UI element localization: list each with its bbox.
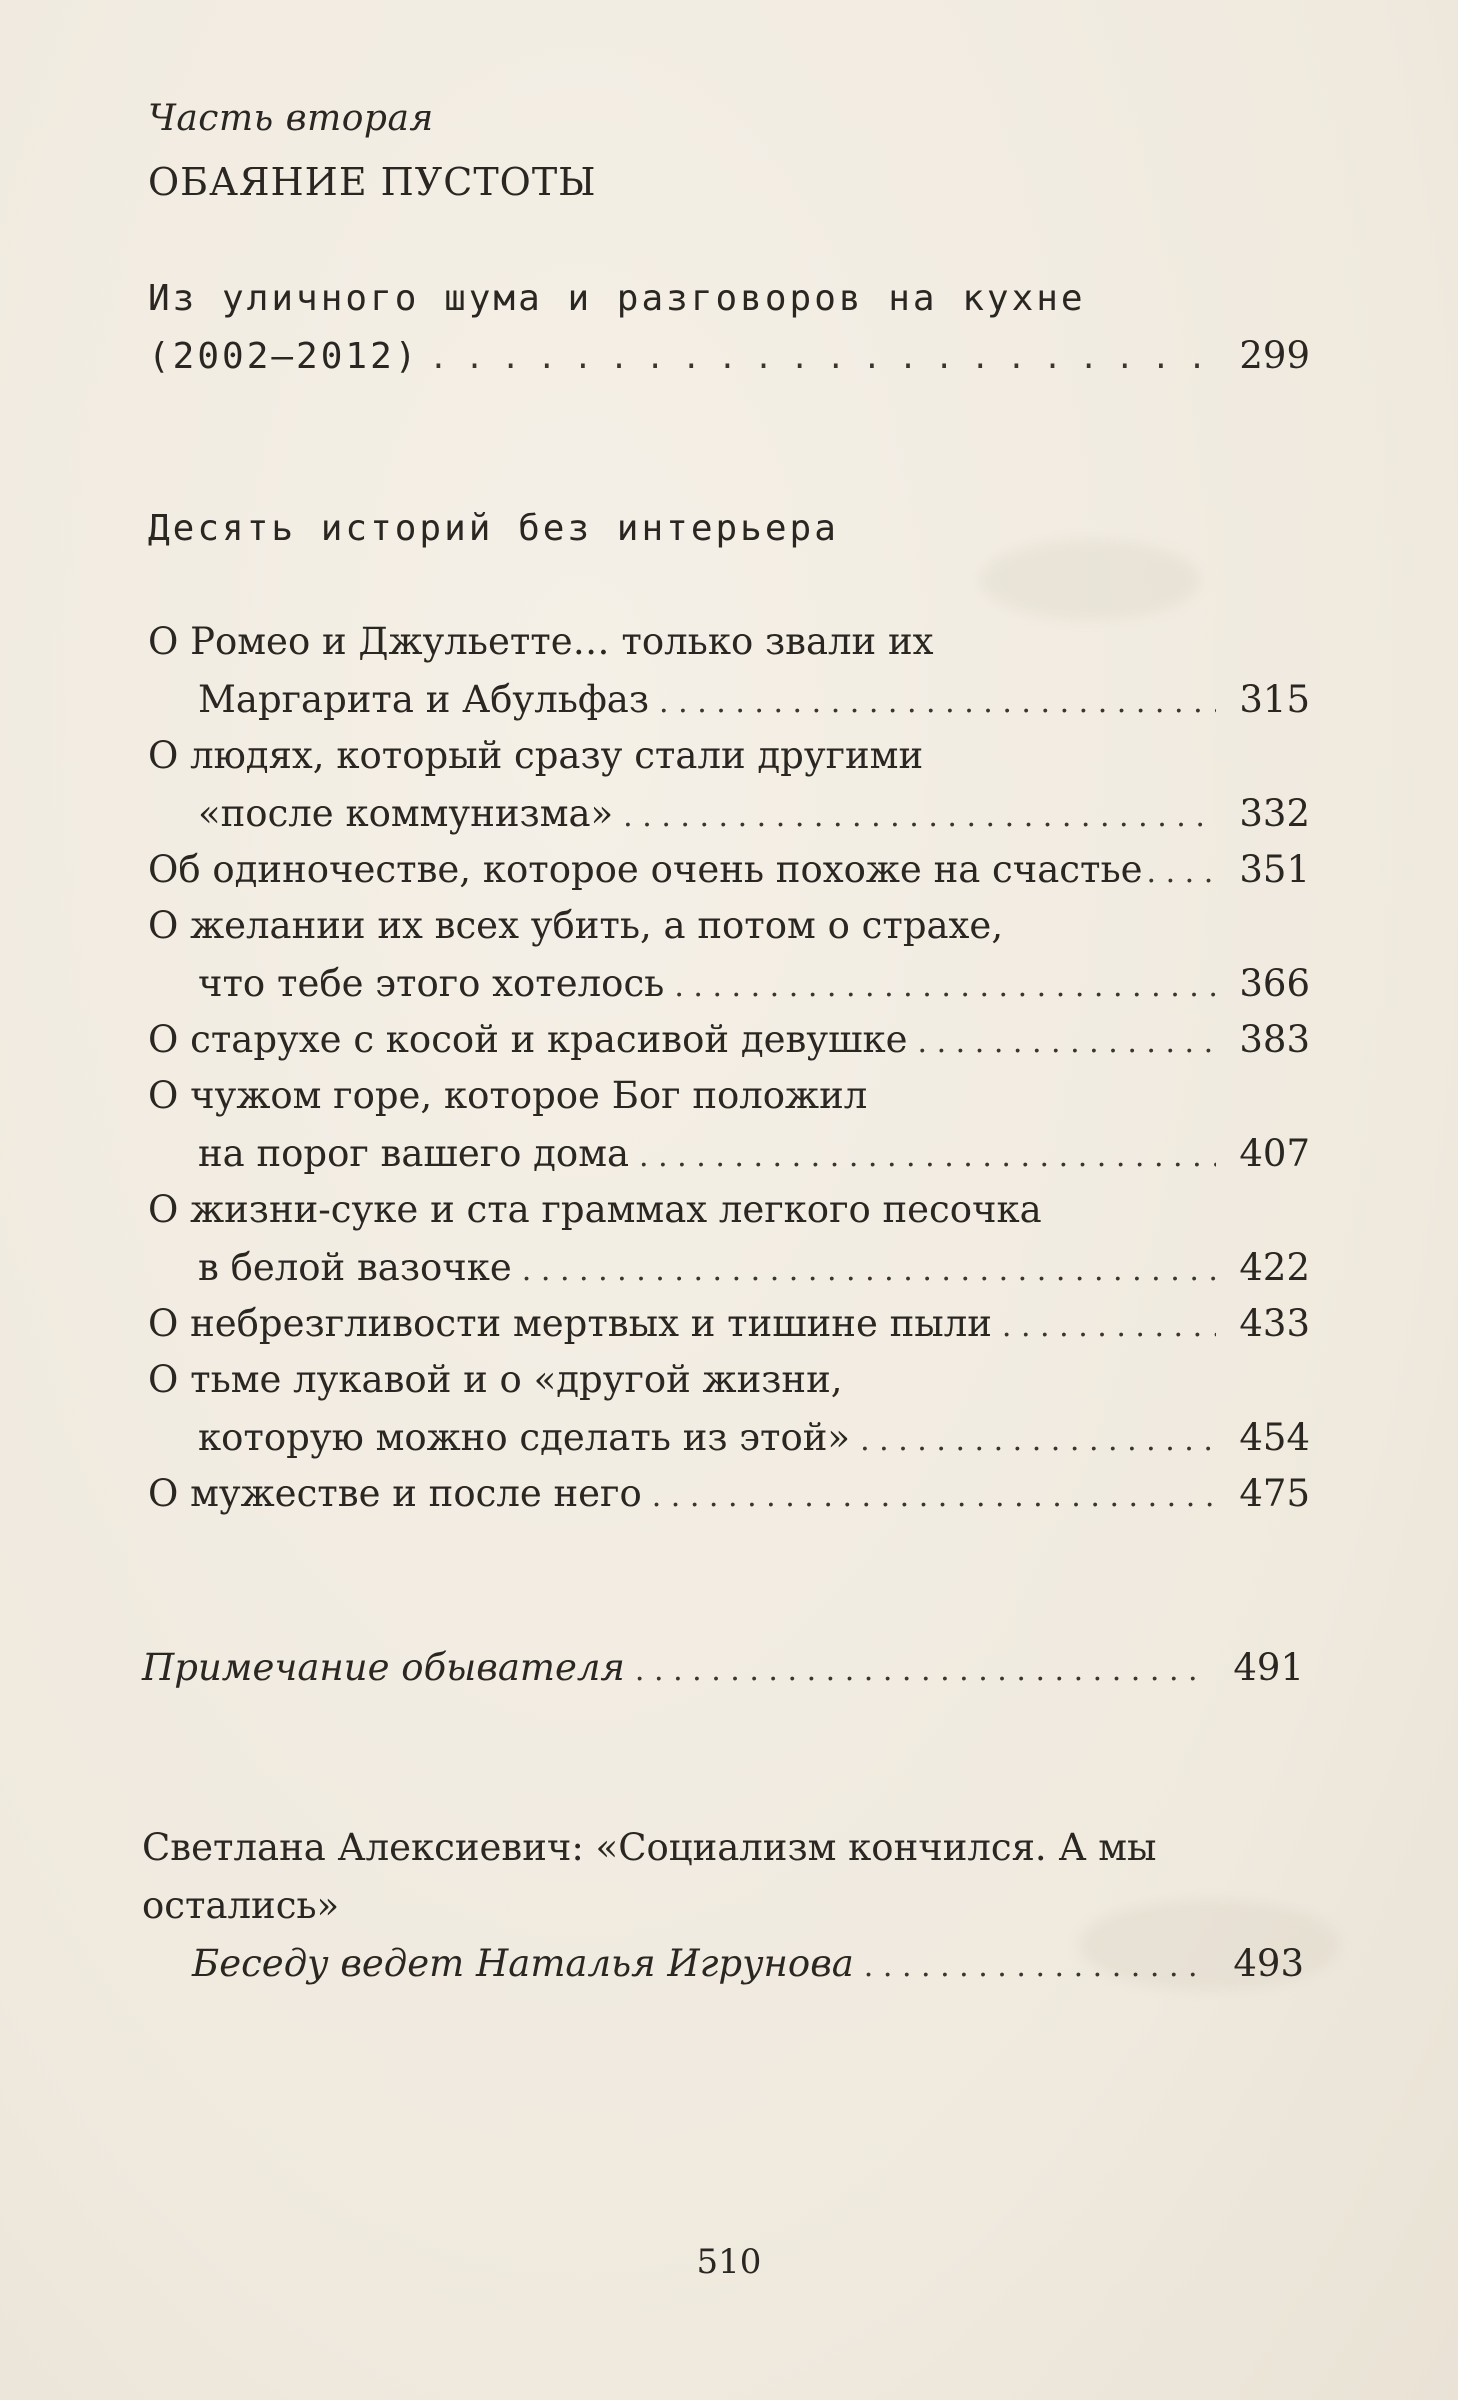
toc-entry-8-line1: О небрезгливости мертвых и тишине пыли bbox=[148, 1302, 992, 1345]
dot-leader bbox=[635, 1653, 1210, 1688]
dot-leader bbox=[860, 1423, 1216, 1458]
toc-entry-6-line1: О чужом горе, которое Бог положил bbox=[148, 1074, 868, 1117]
toc-entry-1-line1: О Ромео и Джульетте… только звали их bbox=[148, 620, 934, 663]
dot-leader bbox=[1147, 855, 1220, 890]
toc-entry-3[interactable] bbox=[148, 848, 1310, 898]
toc-entry-7-line2: в белой вазочке bbox=[198, 1246, 512, 1289]
toc-entry-4-line2: что тебе этого хотелось bbox=[198, 962, 665, 1005]
toc-entry-2-line1: О людях, который сразу стали другими bbox=[148, 734, 924, 777]
toc-entry-9-page: 454 bbox=[1239, 1416, 1310, 1459]
toc-note[interactable] bbox=[142, 1646, 1304, 1696]
toc-entry-2-page: 332 bbox=[1239, 792, 1310, 835]
toc-entry-5-page: 383 bbox=[1239, 1018, 1310, 1061]
section-street-line1: Из уличного шума и разговоров на кухне bbox=[148, 278, 1086, 319]
toc-interview[interactable] bbox=[192, 1942, 1304, 1992]
toc-entry-9[interactable] bbox=[198, 1416, 1310, 1466]
toc-entry-7-page: 422 bbox=[1239, 1246, 1310, 1289]
toc-note-page: 491 bbox=[1233, 1646, 1304, 1689]
toc-entry-4-line1: О желании их всех убить, а потом о страхе, bbox=[148, 904, 1004, 947]
toc-entry-5-line1: О старухе с косой и красивой девушке bbox=[148, 1018, 908, 1061]
dot-leader bbox=[1002, 1309, 1216, 1344]
toc-entry-6[interactable] bbox=[198, 1132, 1310, 1182]
toc-entry-10-page: 475 bbox=[1239, 1472, 1310, 1515]
toc-interview-line2: остались» bbox=[142, 1884, 340, 1927]
toc-interview-line1: Светлана Алексиевич: «Социализм кончился. А мы bbox=[142, 1826, 1157, 1869]
toc-interview-line3: Беседу ведет Наталья Игрунова bbox=[192, 1942, 854, 1985]
dot-leader bbox=[522, 1253, 1216, 1288]
toc-entry-10-line1: О мужестве и после него bbox=[148, 1472, 642, 1515]
toc-entry-4[interactable] bbox=[198, 962, 1310, 1012]
dot-leader bbox=[864, 1949, 1210, 1984]
toc-entry-5[interactable] bbox=[148, 1018, 1310, 1068]
toc-entry-10[interactable] bbox=[148, 1472, 1310, 1522]
toc-entry-1-line2: Маргарита и Абульфаз bbox=[198, 678, 650, 721]
toc-entry-6-line2: на порог вашего дома bbox=[198, 1132, 630, 1175]
dot-leader bbox=[623, 799, 1216, 834]
paper-stain bbox=[980, 540, 1200, 620]
dot-leader bbox=[639, 1139, 1216, 1174]
section-street-line2[interactable] bbox=[148, 334, 1310, 384]
part-title: ОБАЯНИЕ ПУСТОТЫ bbox=[148, 160, 597, 204]
toc-entry-1-page: 315 bbox=[1239, 678, 1310, 721]
toc-entry-7[interactable] bbox=[198, 1246, 1310, 1296]
dot-leader bbox=[429, 341, 1216, 376]
dot-leader bbox=[652, 1479, 1216, 1514]
section-ten-title: Десять историй без интерьера bbox=[148, 508, 839, 549]
part-label: Часть вторая bbox=[148, 98, 434, 139]
dot-leader bbox=[674, 969, 1216, 1004]
page-number-ref: 299 bbox=[1239, 334, 1310, 377]
section-street-years: (2002—2012) bbox=[148, 336, 420, 377]
toc-note-label: Примечание обывателя bbox=[142, 1646, 625, 1689]
toc-entry-3-line1: Об одиночестве, которое очень похоже на счастье bbox=[148, 848, 1143, 891]
toc-entry-2[interactable] bbox=[198, 792, 1310, 842]
toc-entry-1[interactable] bbox=[198, 678, 1310, 728]
toc-entry-3-page: 351 bbox=[1239, 848, 1310, 891]
dot-leader bbox=[918, 1025, 1216, 1060]
toc-entry-6-page: 407 bbox=[1239, 1132, 1310, 1175]
toc-entry-9-line1: О тьме лукавой и о «другой жизни, bbox=[148, 1358, 843, 1401]
toc-interview-page: 493 bbox=[1233, 1942, 1304, 1985]
dot-leader bbox=[659, 685, 1216, 720]
toc-entry-2-line2: «после коммунизма» bbox=[198, 792, 614, 835]
page-number: 510 bbox=[696, 2242, 762, 2282]
toc-entry-8-page: 433 bbox=[1239, 1302, 1310, 1345]
toc-entry-7-line1: О жизни-суке и ста граммах легкого песочка bbox=[148, 1188, 1042, 1231]
toc-entry-4-page: 366 bbox=[1239, 962, 1310, 1005]
toc-entry-8[interactable] bbox=[148, 1302, 1310, 1352]
toc-entry-9-line2: которую можно сделать из этой» bbox=[198, 1416, 851, 1459]
